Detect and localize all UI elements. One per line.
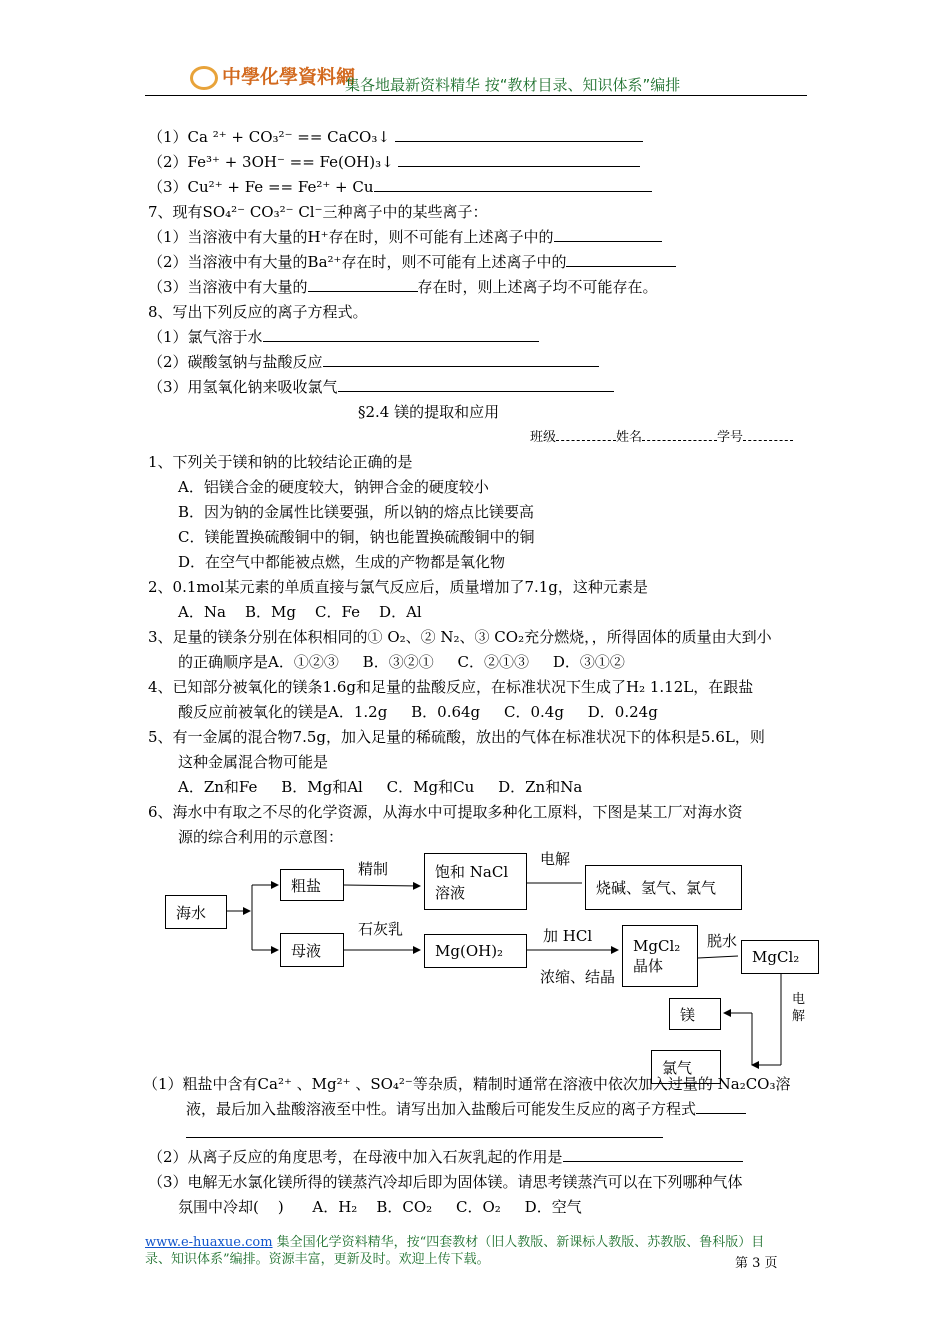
products-box: 烧碱、氢气、氯气 [585,865,742,910]
q6-part-1-cont: 液，最后加入盐酸溶液至中性。请写出加入盐酸后可能发生反应的离子方程式 [186,1098,746,1119]
q5-options: A．Zn和Fe B．Mg和Al C．Mg和Cu D．Zn和Na [178,778,583,796]
sat-nacl-box: 饱和 NaCl 溶液 [424,853,527,910]
question-5: 5、有一金属的混合物7.5g，加入足量的稀硫酸，放出的气体在标准状况下的体积是5.6L，则 [148,728,765,746]
section-title: §2.4 镁的提取和应用 [358,403,500,421]
question-3: 3、足量的镁条分别在体积相同的① O₂、② N₂、③ CO₂充分燃烧，，所得固体的质量由大到小 [148,628,772,646]
question-1: 1、下列关于镁和钠的比较结论正确的是 [148,453,413,471]
elec-vertical-1: 电 [792,992,806,1007]
q8-part-3: （3）用氢氧化钠来吸收氯气 [148,376,614,397]
eq-line-2: （2）Fe³⁺ + 3OH⁻ == Fe(OH)₃↓ [148,151,640,172]
mother-liquor-box: 母液 [280,933,344,967]
q1-option-b: B．因为钠的金属性比镁要强，所以钠的熔点比镁要高 [178,503,535,521]
dehydrate-label: 脱水 [707,932,738,950]
mgoh2-box: Mg(OH)₂ [424,934,527,968]
concentrate-label: 浓缩、结晶 [540,968,616,986]
answer-line[interactable] [186,1137,663,1138]
question-4: 4、已知部分被氧化的镁条1.6g和足量的盐酸反应，在标准状况下生成了H₂ 1.12L，在跟盐 [148,678,754,696]
student-info: 班级 姓名 学号 [530,426,793,445]
seawater-box: 海水 [165,895,227,929]
page-footer: www.e-huaxue.com 集全国化学资料精华，按“四套教材（旧人教版、新课标人教版、苏教版、鲁科版）目 录、知识体系”编排。资源丰富，更新及时。欢迎上传下载。 [145,1235,765,1267]
q7-part-3: （3）当溶液中有大量的 存在时，则上述离子均不可能存在。 [148,278,658,296]
q1-option-a: A．铝镁合金的硬度较大，钠钾合金的硬度较小 [178,478,489,496]
question-6: 6、海水中有取之不尽的化学资源，从海水中可提取多种化工原料，下图是某工厂对海水资 [148,803,743,821]
q6-continued: 源的综合利用的示意图： [178,828,344,846]
chlorine-box: 氯气 [651,1050,721,1084]
logo-text: 中學化學資料網 [222,66,356,88]
q1-option-c: C．镁能置换硫酸铜中的铜，钠也能置换硫酸铜中的铜 [178,528,535,546]
question-7: 7、现有SO₄²⁻ CO₃²⁻ Cl⁻三种离子中的某些离子： [148,203,488,221]
answer-blank[interactable] [563,1147,743,1162]
q8-part-1: （1）氯气溶于水 [148,326,539,347]
q4-options: 酸反应前被氧化的镁是A．1.2g B．0.64g C．0.4g D．0.24g [178,703,658,721]
mgcl2-crystal-box: MgCl₂ 晶体 [622,925,698,987]
eq-line-3: （3）Cu²⁺ + Fe == Fe²⁺ + Cu [148,176,652,197]
crude-salt-box: 粗盐 [280,869,344,901]
q5-continued: 这种金属混合物可能是 [178,753,329,771]
page-number: 第 3 页 [735,1256,778,1271]
footer-link[interactable]: www.e-huaxue.com [145,1235,273,1250]
electrolysis-label: 电解 [540,850,571,868]
q6-part-1: （1）粗盐中含有Ca²⁺ 、Mg²⁺ 、SO₄²⁻等杂质，精制时通常在溶液中依次加入过量的 Na₂CO₃溶 [143,1075,791,1093]
q7-part-1: （1）当溶液中有大量的H⁺存在时，则不可能有上述离子中的 [148,226,662,247]
q6-part-2: （2）从离子反应的角度思考，在母液中加入石灰乳起的作用是 [148,1146,743,1167]
answer-blank[interactable] [696,1099,746,1114]
q7-part-2: （2）当溶液中有大量的Ba²⁺存在时，则不可能有上述离子中的 [148,251,676,272]
question-2: 2、0.1mol某元素的单质直接与氯气反应后，质量增加了7.1g，这种元素是 [148,578,648,596]
mgcl2-box: MgCl₂ [741,940,819,974]
magnesium-box: 镁 [669,998,721,1030]
q8-part-2: （2）碳酸氢钠与盐酸反应 [148,351,599,372]
add-hcl-label: 加 HCl [543,927,593,945]
question-8: 8、写出下列反应的离子方程式。 [148,303,368,321]
q2-options: A．Na B．Mg C．Fe D．Al [178,603,422,621]
lime-milk-label: 石灰乳 [358,920,404,938]
elec-vertical-2: 解 [792,1009,806,1024]
header-slogan: 集各地最新资料精华 按“教材目录、知识体系”编排 [345,76,681,94]
q3-options: 的正确顺序是A．①②③ B．③②① C．②①③ D．③①② [178,653,625,671]
q6-part-3: （3）电解无水氯化镁所得的镁蒸汽冷却后即为固体镁。请思考镁蒸汽可以在下列哪种气体 [148,1173,743,1191]
refine-label: 精制 [358,860,389,878]
q6-part-3-options: 氛围中冷却( ) A．H₂ B．CO₂ C．O₂ D．空气 [178,1198,582,1216]
q1-option-d: D．在空气中都能被点燃，生成的产物都是氧化物 [178,553,506,571]
eq-line-1: （1）Ca ²⁺ + CO₃²⁻ == CaCO₃↓ [148,126,643,147]
